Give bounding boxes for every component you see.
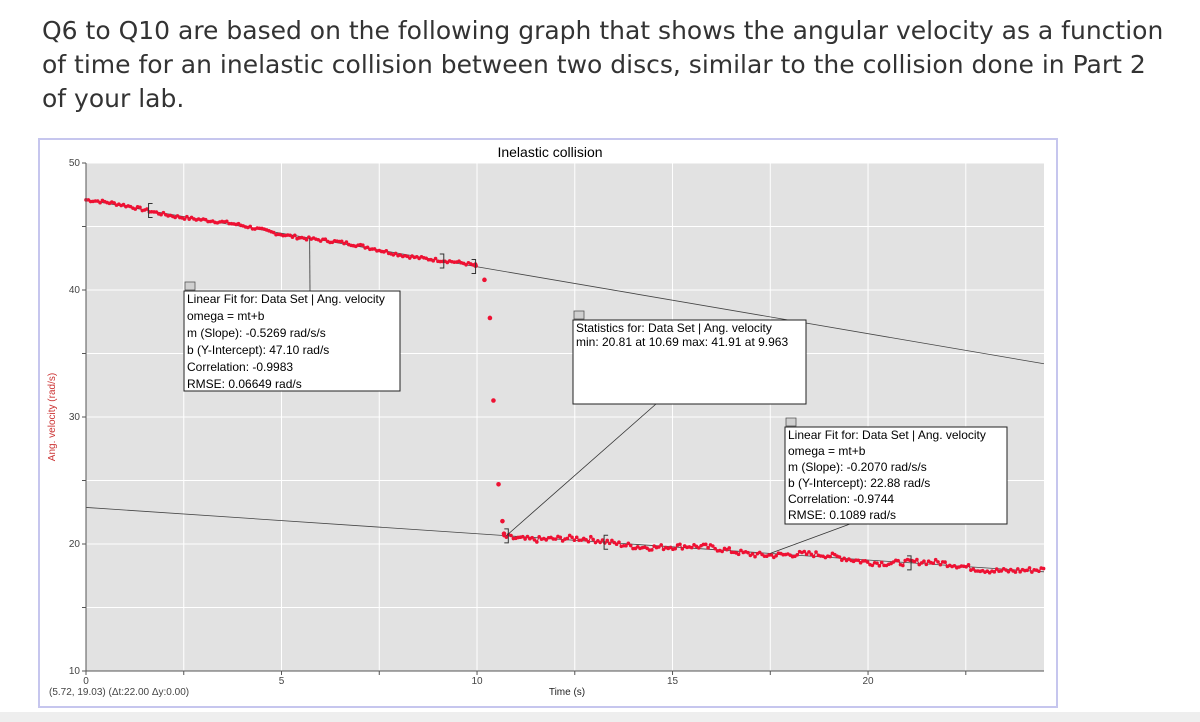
after-collision-point	[901, 564, 905, 568]
x-tick-label: 5	[278, 676, 285, 687]
after-collision-point	[746, 551, 750, 555]
after-collision-point	[925, 563, 929, 567]
x-axis-title[interactable]: Time (s)	[548, 687, 586, 698]
chart-title: Inelastic collision	[497, 144, 603, 160]
after-collision-point	[753, 555, 757, 559]
after-collision-point	[720, 550, 724, 554]
after-collision-point	[673, 547, 677, 551]
after-collision-point	[1037, 569, 1041, 573]
fit1-annotation-box[interactable]	[184, 282, 400, 391]
after-collision-point	[591, 538, 595, 542]
before-collision-point	[434, 257, 438, 261]
after-collision-point	[939, 563, 943, 567]
after-collision-point	[1016, 567, 1020, 571]
fit2-annotation-box[interactable]	[785, 418, 1007, 524]
after-collision-point	[727, 546, 731, 550]
before-collision-point	[138, 205, 142, 209]
transient-point	[491, 398, 496, 403]
after-collision-point	[566, 537, 570, 541]
fit2-line: RMSE: 0.1089 rad/s	[788, 508, 897, 522]
before-collision-point	[361, 243, 365, 247]
y-tick-label: 10	[68, 666, 80, 677]
after-collision-point	[605, 539, 609, 543]
fit1-line: m (Slope): -0.5269 rad/s/s	[187, 326, 326, 340]
stats-annotation-box[interactable]	[573, 311, 806, 404]
transient-point	[496, 482, 501, 487]
box-handle-icon	[786, 418, 796, 426]
after-collision-point	[587, 540, 591, 544]
chart-frame	[38, 138, 1058, 708]
transient-point	[482, 278, 487, 283]
box-handle-icon	[185, 282, 195, 290]
after-collision-point	[993, 570, 997, 574]
fit1-line: b (Y-Intercept): 47.10 rad/s	[187, 343, 330, 357]
fit2-line: Correlation: -0.9744	[788, 492, 895, 506]
after-collision-point	[828, 555, 832, 559]
fit1-line: Correlation: -0.9983	[187, 360, 294, 374]
after-collision-point	[681, 547, 685, 551]
min-point	[502, 531, 507, 536]
box-handle-icon	[574, 311, 584, 319]
after-collision-point	[922, 559, 926, 563]
after-collision-point	[1028, 566, 1032, 570]
question-text: Q6 to Q10 are based on the following graph that shows the angular velocity as a function of time for an inelastic collision between two discs, similar to the collision done in Part 2 of your lab.	[42, 16, 1164, 113]
fit2-line: Linear Fit for: Data Set | Ang. velocity	[788, 428, 986, 442]
after-collision-point	[812, 555, 816, 559]
after-collision-point	[575, 535, 579, 539]
fit2-line: omega = mt+b	[788, 444, 866, 458]
after-collision-point	[751, 552, 755, 556]
fit1-line: Linear Fit for: Data Set | Ang. velocity	[187, 292, 385, 306]
after-collision-point	[896, 559, 900, 563]
after-collision-point	[1014, 570, 1018, 574]
y-tick-label: 30	[68, 412, 80, 423]
after-collision-point	[737, 553, 741, 557]
after-collision-point	[838, 555, 842, 559]
y-tick-label: 20	[68, 539, 80, 550]
after-collision-point	[875, 561, 879, 565]
after-collision-point	[559, 535, 563, 539]
x-tick-label: 10	[471, 676, 483, 687]
after-collision-point	[659, 543, 663, 547]
before-collision-point	[293, 234, 297, 238]
after-collision-point	[878, 564, 882, 568]
after-collision-point	[932, 561, 936, 565]
y-tick-label: 40	[68, 285, 80, 296]
x-tick-label: 0	[83, 676, 89, 687]
stats-line: min: 20.81 at 10.69 max: 41.91 at 9.963	[576, 335, 789, 349]
after-collision-point	[814, 550, 818, 554]
after-collision-point	[589, 535, 593, 539]
after-collision-point	[704, 543, 708, 547]
fit1-box-frame	[184, 291, 400, 391]
after-collision-point	[535, 540, 539, 544]
after-collision-point	[570, 536, 574, 540]
after-collision-point	[706, 546, 710, 550]
after-collision-point	[629, 544, 633, 548]
after-collision-point	[936, 560, 940, 564]
after-collision-point	[678, 542, 682, 546]
after-collision-point	[795, 553, 799, 557]
status-readout: (5.72, 19.03) (Δt:22.00 Δy:0.00)	[49, 687, 190, 698]
y-axis-title[interactable]: Ang. velocity (rad/s)	[47, 372, 58, 462]
after-collision-point	[915, 558, 919, 562]
x-tick-label: 20	[862, 676, 874, 687]
after-collision-point	[509, 534, 513, 538]
after-collision-point	[650, 548, 654, 552]
after-collision-point	[573, 538, 577, 542]
after-collision-point	[617, 540, 621, 544]
after-collision-point	[803, 550, 807, 554]
fit1-line: omega = mt+b	[187, 309, 265, 323]
after-collision-point	[690, 546, 694, 550]
fit2-line: m (Slope): -0.2070 rad/s/s	[788, 460, 927, 474]
bottom-strip	[0, 712, 1200, 722]
chart-svg[interactable]	[40, 140, 1056, 706]
transient-point	[488, 316, 493, 321]
after-collision-point	[1042, 567, 1046, 571]
stats-line: Statistics for: Data Set | Ang. velocity	[576, 321, 772, 335]
y-tick-label: 50	[68, 158, 80, 169]
fit2-line: b (Y-Intercept): 22.88 rad/s	[788, 476, 931, 490]
after-collision-point	[608, 542, 612, 546]
fit1-line: RMSE: 0.06649 rad/s	[187, 377, 302, 391]
x-tick-label: 15	[666, 676, 679, 687]
after-collision-point	[943, 560, 947, 564]
after-collision-point	[880, 561, 884, 565]
after-collision-point	[967, 563, 971, 567]
transient-point	[500, 519, 505, 524]
